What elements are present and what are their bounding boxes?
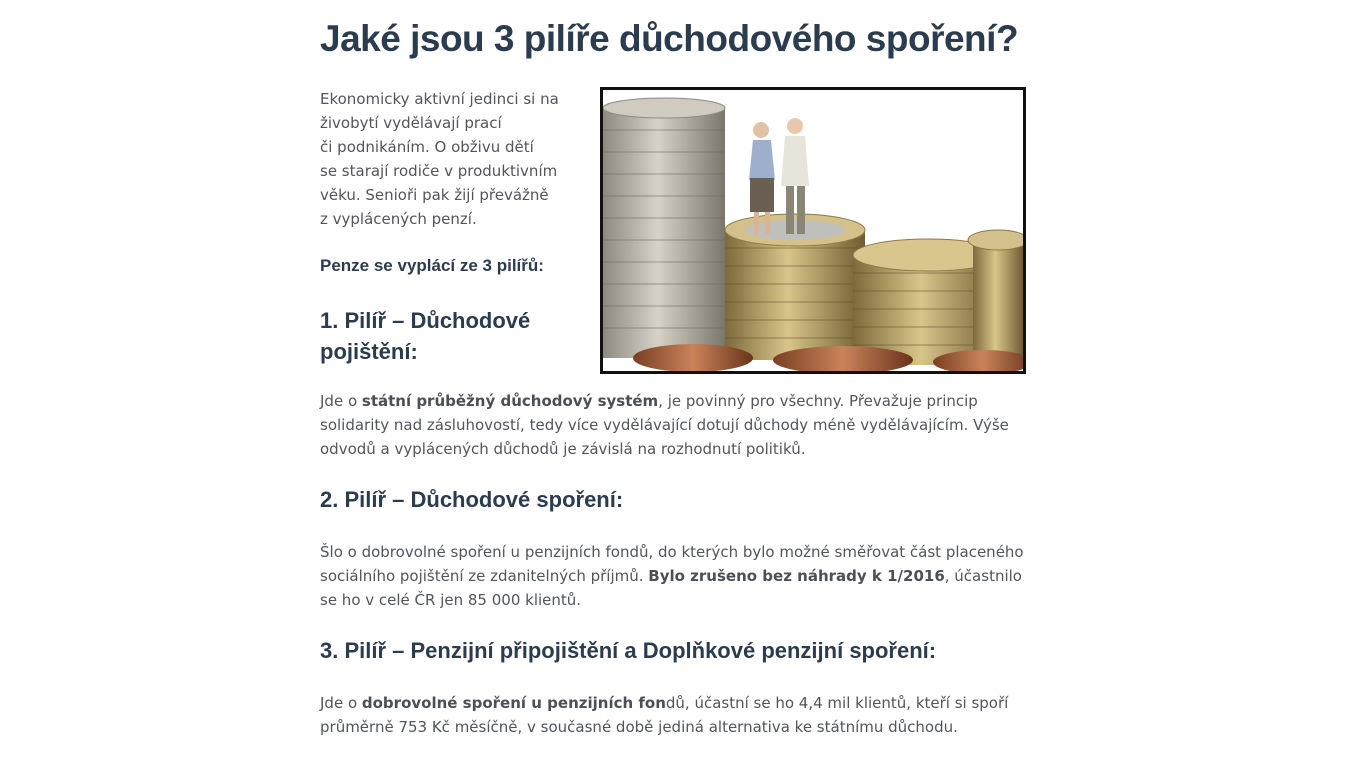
pillar3-text-b: dů, účastní se ho 4,4 mil klientů, kteří si spoří průměrně 753 Kč měsíčně, v současné době jediná alternativa ke státnímu důchodu. [320,694,1009,736]
pillar3-text-a: Jde o [320,694,362,712]
intro-paragraph [320,87,570,231]
pillar3-text [320,691,1025,739]
pillar1-text [320,389,1025,461]
pillar2-heading: 2. Pilíř – Důchodové spoření: [320,487,624,512]
pillar2-text-b: , účastnilo se ho v celé ČR jen 85 000 klientů. [320,567,1022,609]
pillar2-text-a: Šlo o dobrovolné spoření u penzijních fondů, do kterých bylo možné směřovat část placeného sociálního pojištění ze zdanitelných příjmů. [320,543,1024,585]
intro-line: z vyplácených penzí. [320,210,477,228]
pillar2-bold: Bylo zrušeno bez náhrady k 1/2016 [648,567,945,585]
coins-illustration [603,90,1023,371]
intro-line: či podnikáním. O obživu dětí [320,138,534,156]
pillar2-text [320,540,1025,612]
silver-coin-stack [603,98,725,358]
page-title: Jaké jsou 3 pilíře důchodového spoření? [320,18,1019,59]
intro-line: Ekonomicky aktivní jedinci si na [320,90,559,108]
pillar1-text-b: , je povinný pro všechny. Převažuje princip solidarity nad zásluhovostí, tedy více vydělávající dotují důchody méně vydělávajícím. Výše odvodů a vyplácených důchodů je závislá na rozhodnutí politiků. [320,392,1009,458]
pillar1-heading: 1. Pilíř – Důchodové pojištění: [320,308,531,364]
pillars-lead: Penze se vyplácí ze 3 pilířů: [320,256,544,275]
pillar1-bold: státní průběžný důchodový systém [361,392,659,410]
pillar3-heading: 3. Pilíř – Penzijní připojištění a Doplňkové penzijní spoření: [320,638,937,663]
gold-coin-stack-center [725,214,865,360]
intro-line: živobytí vydělávají prací [320,114,502,132]
seniors-on-coins-image [600,87,1026,374]
pillar1-text-a: Jde o [320,392,362,410]
gold-coin-stack-right [853,230,1023,365]
intro-line: věku. Senioři pak žijí převážně [320,186,549,204]
pillar3-bold: dobrovolné spoření u penzijních fon [361,694,666,712]
intro-line: se starají rodiče v produktivním [320,162,558,180]
